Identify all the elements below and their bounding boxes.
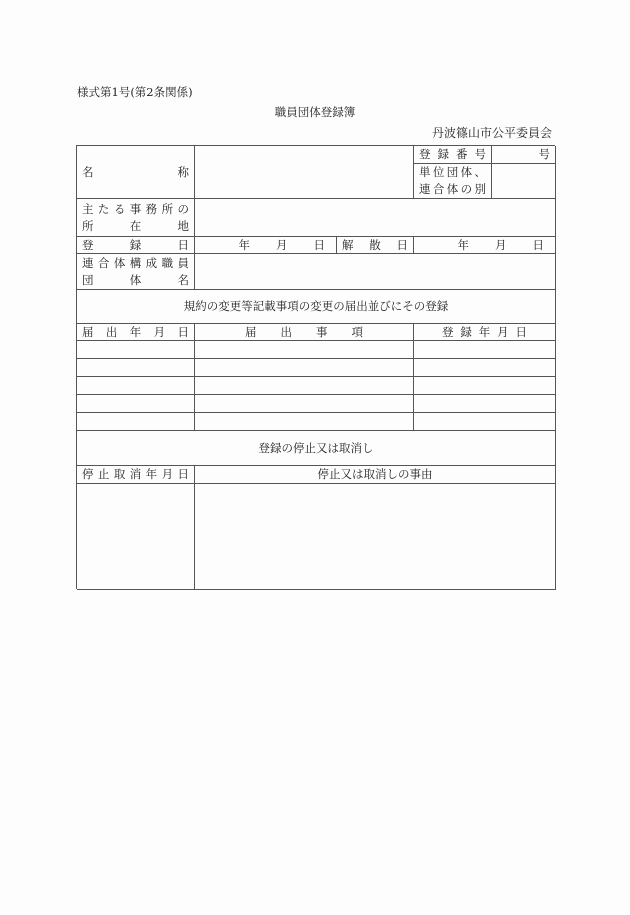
change-row-filing-date-field[interactable]: [77, 341, 195, 359]
change-row-filing-date-field[interactable]: [77, 395, 195, 413]
member-label-line1: 連合体構成職員: [82, 255, 189, 270]
unit-field[interactable]: [492, 164, 556, 199]
change-row-filing-item-field[interactable]: [195, 413, 414, 431]
reg-date-field[interactable]: [195, 237, 337, 254]
office-label-line2: 所在地: [82, 218, 189, 233]
change-row-filing-item-field[interactable]: [195, 359, 414, 377]
unit-label-line2: 連合体の別: [419, 182, 486, 196]
cancel-date-field[interactable]: [77, 484, 195, 590]
unit-label-cell: [414, 164, 492, 199]
col-header-text: 登録年月日: [442, 324, 527, 339]
col-header-text: 停止取消年月日: [82, 467, 189, 481]
day-unit: 日: [532, 237, 544, 252]
change-row-filing-date-field[interactable]: [77, 413, 195, 431]
office-label-line1: 主たる事務所の: [82, 201, 189, 216]
dissolve-label-cell: [337, 237, 414, 254]
dissolve-date-field[interactable]: [414, 237, 556, 254]
col-header-cancel-reason: 停止又は取消しの事由: [195, 466, 556, 484]
member-field[interactable]: [195, 254, 556, 290]
name-field[interactable]: [195, 146, 414, 199]
office-label-cell: [77, 199, 195, 237]
year-unit: 年: [238, 237, 250, 252]
change-row-filing-item-field[interactable]: [195, 395, 414, 413]
cancellation-section-title: 登録の停止又は取消し: [77, 431, 556, 466]
issuer: 丹波篠山市公平委員会: [431, 126, 552, 140]
change-row-filing-item-field[interactable]: [195, 377, 414, 395]
reg-date-label: 登録日: [82, 237, 189, 252]
month-unit: 月: [495, 237, 507, 252]
month-unit: 月: [276, 237, 288, 252]
member-label-cell: [77, 254, 195, 290]
col-header-filing-date: [77, 324, 195, 341]
change-row-filing-date-field[interactable]: [77, 377, 195, 395]
reg-no-suffix: 号: [538, 147, 550, 161]
office-field[interactable]: [195, 199, 556, 237]
reg-date-label-cell: [77, 237, 195, 254]
changes-section-title: 規約の変更等記載事項の変更の届出並びにその登録: [77, 290, 556, 324]
reg-no-label-cell: [414, 146, 492, 164]
change-row-reg-date-field[interactable]: [414, 395, 556, 413]
name-label-cell: [77, 146, 195, 199]
dissolve-label: 解散日: [342, 237, 408, 252]
col-header-text: 届出年月日: [82, 324, 189, 339]
reg-no-field[interactable]: [492, 146, 556, 164]
member-label-line2: 団体名: [82, 272, 189, 287]
registry-form-table: [76, 145, 555, 589]
name-label: 名称: [82, 164, 189, 179]
change-row-reg-date-field[interactable]: [414, 341, 556, 359]
reg-no-label: 登録番号: [419, 147, 486, 161]
change-row-reg-date-field[interactable]: [414, 413, 556, 431]
document-title: 職員団体登録簿: [274, 105, 356, 119]
col-header-text: 届出事項: [245, 324, 363, 339]
col-header-cancel-date: [77, 466, 195, 484]
cancel-reason-field[interactable]: [195, 484, 556, 590]
change-row-reg-date-field[interactable]: [414, 359, 556, 377]
change-row-filing-date-field[interactable]: [77, 359, 195, 377]
col-header-filing-item: [195, 324, 414, 341]
col-header-reg-date: [414, 324, 556, 341]
day-unit: 日: [313, 237, 325, 252]
change-row-reg-date-field[interactable]: [414, 377, 556, 395]
form-reference: 様式第1号(第2条関係): [77, 85, 193, 99]
unit-label-line1: 単位団体、: [419, 165, 486, 179]
change-row-filing-item-field[interactable]: [195, 341, 414, 359]
year-unit: 年: [457, 237, 469, 252]
